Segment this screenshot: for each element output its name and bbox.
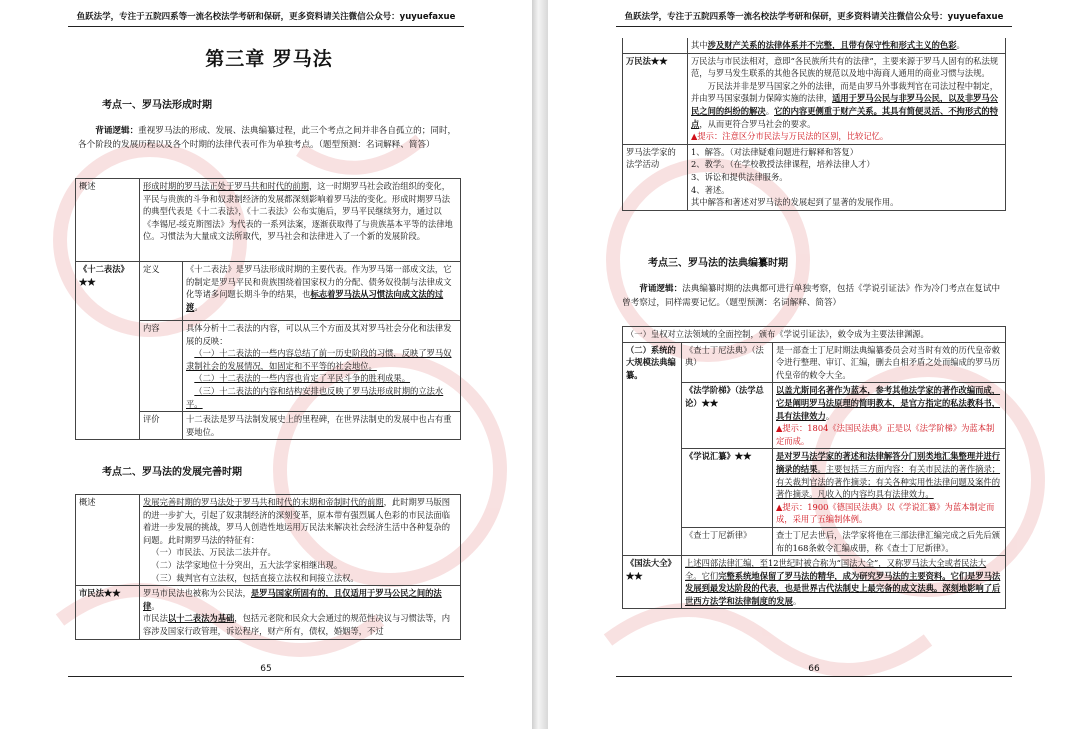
content-item: （三）十二表法的内容和结构安排也反映了罗马法形成时期的立法水平。 bbox=[186, 385, 444, 409]
tip-text: ▲提示：1804《法国民法典》正是以《法学阶梯》为蓝本制定而成。 bbox=[776, 423, 995, 446]
page-number: 65 bbox=[260, 664, 272, 674]
row-label bbox=[623, 38, 688, 53]
overview-underlined: 形成时期的罗马法正处于罗马共和时代的前期 bbox=[143, 181, 309, 191]
continued-cell bbox=[688, 38, 1006, 53]
feature-item: （三）裁判官有立法权，包括直接立法权和间接立法权。 bbox=[151, 572, 359, 583]
logic-paragraph-3 bbox=[622, 282, 1006, 310]
overview-cell bbox=[140, 495, 461, 586]
def-end: 。 bbox=[194, 301, 203, 312]
table-row bbox=[76, 586, 461, 639]
page-header: 鱼跃法学，专注于五院四系等一流名校法学考研和保研，更多资料请关注微信公众号：yuyuefaxue bbox=[68, 10, 464, 27]
corpus-cell bbox=[682, 556, 1006, 609]
chapter-title: 第三章 罗马法 bbox=[205, 48, 333, 70]
civil-law-cell bbox=[140, 586, 461, 639]
tip-text: ▲提示：注意区分市民法与万民法的区别，比较记忆。 bbox=[691, 131, 889, 142]
page-gutter bbox=[532, 0, 548, 729]
table-row bbox=[623, 342, 1006, 383]
formation-table bbox=[75, 178, 461, 440]
row-label: 罗马法学家的法学活动 bbox=[623, 144, 688, 210]
cont-bold: 涉及财产关系的法律体系并不完整，且带有保守性和形式主义的色彩 bbox=[707, 40, 957, 50]
footer-rule bbox=[68, 676, 464, 677]
table-row bbox=[76, 179, 461, 262]
row-label: 《国法大全》★★ bbox=[623, 556, 682, 609]
sub-label: 《学说汇纂》★★ bbox=[682, 449, 773, 528]
sub-label: 《法学阶梯》（法学总论）★★ bbox=[682, 383, 773, 449]
page-header: 鱼跃法学，专注于五院四系等一流名校法学考研和保研，更多资料请关注微信公众号：yuyuefaxue bbox=[616, 10, 1012, 27]
table-row bbox=[76, 262, 461, 321]
jurist-item: 3、诉讼和提供法律服务。 bbox=[691, 171, 788, 182]
logic-label: 背诵逻辑： bbox=[639, 284, 683, 294]
table-row bbox=[623, 53, 1006, 144]
logic-text: 法典编纂时期的法典都可进行单独考察，包括《学说引证法》作为冷门考点在复试中曾考察过，同样需要记忆。（题型预测：名词解释、简答） bbox=[622, 284, 1001, 308]
sub-label: 《查士丁尼法典》（法典） bbox=[682, 342, 773, 383]
sub-label: 定义 bbox=[140, 262, 183, 321]
civil-bold: 以十二表法为基础 bbox=[167, 613, 235, 624]
overview-cell bbox=[140, 179, 461, 262]
corpus-bold: 完整系统地保留了罗马法的精华，成为研究罗马法的主要资料。它们是罗马法发展到最发达阶段的代表，也是世界古代法制史上最完备的成文法典。深刻地影响了后世西方法学和法律制度的发展 bbox=[685, 570, 1001, 606]
row-label: 《十二表法》★★ bbox=[76, 262, 140, 440]
table-row bbox=[623, 38, 1006, 53]
row-label: 万民法★★ bbox=[623, 53, 688, 144]
sub-label: 《查士丁尼新律》 bbox=[682, 527, 773, 555]
feature-item: （一）市民法、万民法二法并存。 bbox=[151, 547, 276, 558]
tip-text: ▲提示：1900《德国民法典》以《学说汇纂》为蓝本制定而成，采用了五编制体例。 bbox=[776, 501, 995, 525]
content-cell bbox=[183, 321, 461, 412]
corpus-text: 上述四部法律汇编，至12世纪时被合称为“国法大全”，又称罗马法大全或者民法大全。它们 bbox=[685, 558, 987, 581]
row-label: 概述 bbox=[76, 179, 140, 262]
row-label: 概述 bbox=[76, 495, 140, 586]
sub-label: 评价 bbox=[140, 412, 183, 440]
wanmin-p2 bbox=[691, 80, 1002, 130]
civil-text: 。 bbox=[151, 600, 160, 611]
jurist-item: 其中解答和著述对罗马法的发展起到了显著的发展作用。 bbox=[691, 197, 899, 208]
civil-text: ，包括元老院和民众大会通过的规范性决议与习惯法等，内容涉及国家行政管理，诉讼程序，财产所有，债权，婚姻等，不过 bbox=[143, 613, 451, 636]
section-title-point2: 考点二、罗马法的发展完善时期 bbox=[102, 467, 242, 478]
logic-label: 背诵逻辑： bbox=[95, 126, 139, 136]
definition-cell bbox=[183, 262, 461, 321]
wanmin-cell bbox=[688, 53, 1006, 144]
civil-text: 市民法 bbox=[143, 613, 168, 624]
novels-cell: 查士丁尼去世后，法学家将他在三部法律汇编完成之后先后颁布的168条敕令汇编成册，称《查士丁尼新律》。 bbox=[773, 527, 1006, 555]
logic-text: 重视罗马法的形成、发展、法典编纂过程，此三个考点之间并非各自孤立的；同时，各个阶段的发展历程以及各个时期的法律代表可作为单独考点。（题型预测：名词解释、简答） bbox=[78, 126, 457, 150]
table-row bbox=[623, 327, 1006, 343]
jurist-cell bbox=[688, 144, 1006, 210]
overview-underlined: 发展完善时期的罗马法处于罗马共和时代的末期和帝制时代的前期 bbox=[143, 497, 384, 507]
def-text: 《十二表法》是罗马法形成时期的主要代表。作为罗马第一部成文法，它的制定是罗马平民和贵族围绕着国家权力的分配、债务奴役制与法律成文化等诸多问题长期斗争的结果，也 bbox=[186, 264, 452, 300]
table-row bbox=[76, 495, 461, 586]
wanmin-p1: 万民法与市民法相对，意即“各民族所共有的法律”，主要来源于罗马人固有的私法规范，与罗马发生联系的其他各民族的规范以及地中海商人通用的商业习惯与法规。 bbox=[691, 55, 999, 79]
institutes-cell bbox=[773, 383, 1006, 449]
sub-label: 内容 bbox=[140, 321, 183, 412]
jurist-item: 4、著述。 bbox=[691, 184, 730, 195]
footer-rule bbox=[616, 676, 1012, 677]
inst-end: 。 bbox=[825, 410, 835, 421]
wanmin-text: 。 bbox=[765, 105, 774, 116]
feature-item: （二）法学家地位十分突出，五大法学家相继出现。 bbox=[151, 559, 343, 570]
corpus-end: 。 bbox=[792, 595, 802, 606]
overview-text: ，此时期罗马版图的进一步扩大，引起了奴隶制经济的深刻变革，原本带有强烈属人色彩的市民法面临着进一步发展的挑战，罗马人创造性地运用万民法来解决社会经济生活中各种复杂的问题。此时期罗马法的特征有： bbox=[143, 497, 451, 545]
overview-text: ，这一时期罗马社会政治组织的变化，平民与贵族的斗争和奴隶制经济的发展都深刻影响着罗马法的变化。形成时期罗马法的典型代表是《十二表法》，《十二表法》公布实施后，罗马平民继续努力，通过以《李锡尼-绥克斯图法》为代表的一系列法案，逐渐获取得了与贵族基本平等的法律地位。习惯法为大量成文法所取代，罗马社会和法律进入了一个新的发展阶段。 bbox=[143, 181, 453, 242]
inst-bold: 以盖尤斯同名著作为蓝本，参考其他法学家的著作改编而成，它是阐明罗马法原理的简明教本，是官方指定的私法教科书，具有法律效力 bbox=[776, 385, 1001, 421]
wanmin-text: ，从而更符合罗马社会的要求。 bbox=[699, 118, 816, 129]
page-number: 66 bbox=[808, 664, 820, 674]
civil-bold: 是罗马国家所固有的，且仅适用于罗马公民之间的法律 bbox=[143, 588, 442, 611]
code-cell: 是一部查士丁尼时期法典编纂委员会对当时有效的历代皇帝敕令进行整理、审订、汇编，删去自相矛盾之处而编成的罗马历代皇帝的敕令大全。 bbox=[773, 342, 1006, 383]
content-item: （一）十二表法的一些内容总结了前一历史阶段的习惯，反映了罗马奴隶制社会的发展情况，如固定和不平等的社会地位。 bbox=[186, 348, 452, 371]
left-page bbox=[0, 0, 532, 729]
table-row bbox=[623, 144, 1006, 210]
section-title-point1: 考点一、罗马法形成时期 bbox=[102, 100, 212, 111]
def-bold: 标志着罗马法从习惯法向成文法的过渡 bbox=[186, 289, 444, 312]
row-label: （二）系统的大规模法典编纂。 bbox=[623, 342, 682, 556]
codification-table bbox=[622, 326, 1006, 609]
cont-text: 其中 bbox=[691, 40, 708, 50]
dig-text: 。主要包括三方面内容：有关市民法的著作摘录；有关裁判官法的著作摘录；有关各种实用性法律问题及案件的著作摘录。凡收入的内容均具有法律效力。 bbox=[776, 463, 1001, 500]
section-title-point3: 考点三、罗马法的法典编纂时期 bbox=[648, 258, 788, 269]
jurist-item: 2、教学。（在学校教授法律课程，培养法律人才） bbox=[691, 159, 875, 170]
content-intro: 具体分析十二表法的内容，可以从三个方面及其对罗马社会分化和法律发展的反映： bbox=[186, 323, 452, 346]
wanmin-bold: 它的内容更侧重于财产关系。其具有简便灵活、不拘形式的特点 bbox=[691, 105, 999, 129]
dig-bold: 是对罗马法学家的著述和法律解答分门别类地汇集整理并进行摘录的结果 bbox=[776, 451, 1001, 474]
content-item: （二）十二表法的一些内容也肯定了平民斗争的胜利成果。 bbox=[194, 373, 411, 384]
table-row bbox=[623, 556, 1006, 609]
wanmin-text: 万民法并非是罗马国家之外的法律，而是由罗马外事裁判官在司法过程中制定，并由罗马国家强制力保障实施的法律， bbox=[691, 80, 998, 104]
wanmin-bold: 适用于罗马公民与非罗马公民，以及非罗马公民之间的纠纷的解决 bbox=[691, 93, 999, 116]
right-page bbox=[548, 0, 1080, 729]
development-table bbox=[75, 494, 461, 640]
evaluation-cell: 十二表法是罗马法制发展史上的里程碑，在世界法制史的发展中也占有重要地位。 bbox=[183, 412, 461, 440]
jurist-item: 1、解答。（对法律疑难问题进行解释和答复） bbox=[691, 146, 859, 157]
row-full: （一）皇权对立法领域的全面控制，颁布《学说引证法》，敕令成为主要法律渊源。 bbox=[623, 327, 1006, 343]
logic-paragraph-1 bbox=[78, 124, 460, 152]
wanmin-table bbox=[622, 38, 1006, 211]
civil-text: 罗马市民法也被称为公民法， bbox=[143, 588, 251, 599]
row-label: 市民法★★ bbox=[76, 586, 140, 639]
cont-text: 。 bbox=[956, 40, 965, 50]
digest-cell bbox=[773, 449, 1006, 528]
